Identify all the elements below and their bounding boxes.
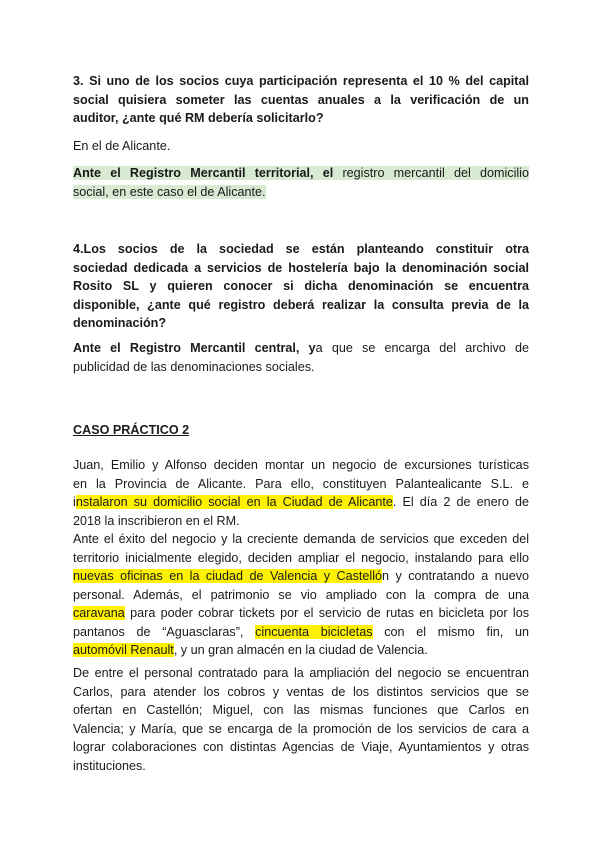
answer-4-line-2: publicidad de las denominaciones sociales. <box>73 359 315 374</box>
case-heading <box>73 421 529 440</box>
p1-line-11 <box>73 641 529 660</box>
p2-line-1: De entre el personal contratado para la ampliación del negocio se encuentran <box>73 666 529 680</box>
question-4-line-4: disponible, ¿ante qué registro deberá realizar la consulta previa de la <box>73 297 529 312</box>
short-answer-text: En el de Alicante. <box>73 139 171 153</box>
highlight-bicicletas: cincuenta bicicletas <box>255 624 373 639</box>
question-3-line-1: 3. Si uno de los socios cuya participación representa el 10 % del capital <box>73 74 529 88</box>
p1-line-7 <box>73 567 529 586</box>
p2-line-6: instituciones. <box>73 758 146 773</box>
answer-3-line-2 <box>73 183 529 202</box>
p1-line-3 <box>73 493 529 512</box>
p2-line-2: Carlos, para atender los cobros y ventas de los distintos servicios que se <box>73 684 529 699</box>
highlight-caravana: caravana <box>73 606 125 620</box>
question-4-line-2: sociedad dedicada a servicios de hostelería bajo la denominación social <box>73 260 529 275</box>
question-3 <box>73 72 529 128</box>
p1-line-8: personal. Además, el patrimonio se vio ampliado con la compra de una <box>73 587 529 602</box>
question-3-answer <box>73 164 529 201</box>
case-paragraph-1 <box>73 456 529 660</box>
p1-line-2: en la Provincia de Alicante. Para ello, constituyen Palantealicante S.L. e <box>73 476 529 491</box>
p1-line-3-pre: i <box>73 495 76 509</box>
p1-line-10-pre: pantanos de “Aguasclaras”, <box>73 624 256 639</box>
answer-4-bold: Ante el Registro Mercantil central, y <box>73 341 316 355</box>
question-4-line-3: Rosito SL y quieren conocer si dicha denominación se encuentra <box>73 279 529 293</box>
answer-3-rest: registro mercantil del domicilio <box>333 166 529 180</box>
answer-4-line-1 <box>73 339 529 358</box>
p1-line-6: territorio inicialmente elegido, deciden ampliar el negocio, instalando para ello <box>73 550 529 565</box>
answer-3-bold: Ante el Registro Mercantil territorial, el <box>73 166 334 180</box>
p1-line-9-post: para poder cobrar tickets por el servicio de rutas en bicicleta por los <box>124 606 529 620</box>
question-3-short-answer <box>73 137 529 156</box>
p1-line-5: Ante el éxito del negocio y la creciente demanda de servicios que exceden del <box>73 532 529 546</box>
p1-line-7-post: n y contratando a nuevo <box>382 569 529 583</box>
p2-line-3: ofertan en Castellón; Miguel, con las mismas funciones que Carlos en <box>73 703 529 717</box>
highlight-automovil: automóvil Renault <box>73 643 174 657</box>
highlight-domicilio: nstalaron su domicilio social en la Ciudad de Alicante <box>75 495 393 509</box>
p1-line-3-post: . El día 2 de enero de <box>392 495 529 509</box>
p2-line-5: lograr colaboraciones con distintas Agencias de Viaje, Ayuntamientos y otras <box>73 740 529 754</box>
p1-line-9 <box>73 604 529 623</box>
question-3-line-2: social quisiera someter las cuentas anuales a la verificación de un <box>73 92 529 107</box>
question-4 <box>73 240 529 333</box>
answer-4-rest: a que se encarga del archivo de <box>315 341 530 355</box>
answer-3-line-1 <box>73 164 529 183</box>
question-4-answer <box>73 339 529 376</box>
question-4-line-1: 4.Los socios de la sociedad se están planteando constituir otra <box>73 242 529 256</box>
p1-line-11-post: , y un gran almacén en la ciudad de Valencia. <box>173 643 428 657</box>
case-heading-text: CASO PRÁCTICO 2 <box>73 423 190 437</box>
p2-line-4: Valencia; y María, que se encarga de la promoción de los servicios de cara a <box>73 721 529 736</box>
p1-line-1: Juan, Emilio y Alfonso deciden montar un negocio de excursiones turísticas <box>73 458 529 472</box>
answer-3-line-2-text: social, en este caso el de Alicante. <box>73 184 266 199</box>
case-paragraph-2 <box>73 664 529 775</box>
p1-line-4: 2018 la inscribieron en el RM. <box>73 513 240 528</box>
p1-line-10 <box>73 623 529 642</box>
p1-line-10-post: con el mismo fin, un <box>372 624 529 639</box>
question-4-line-5: denominación? <box>73 316 167 330</box>
question-3-line-3: auditor, ¿ante qué RM debería solicitarlo? <box>73 111 324 125</box>
highlight-oficinas: nuevas oficinas en la ciudad de Valencia y Castelló <box>73 569 383 583</box>
